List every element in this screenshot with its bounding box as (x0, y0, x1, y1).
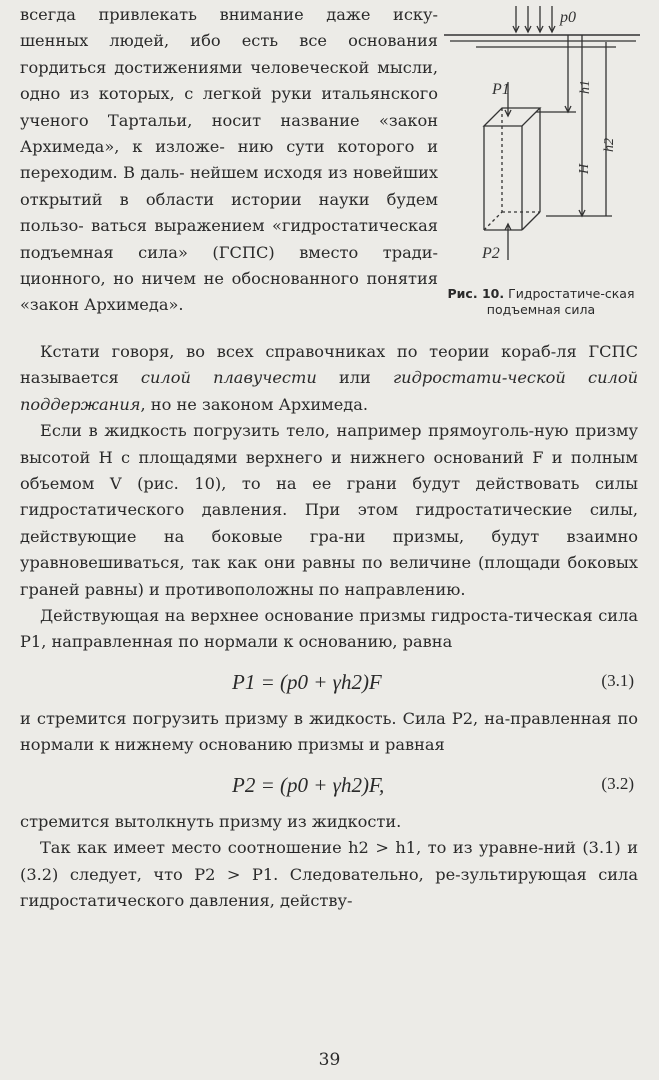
intro-paragraph (20, 2, 438, 319)
formula-text: P1 = (p0 + γh2)F (232, 669, 382, 694)
intro-line: всегда привлекать внимание даже иску- (20, 5, 438, 24)
formula-text: P2 = (p0 + γh2)F, (232, 772, 385, 797)
intro-line: мысли, одно из которых, с легкой руки (20, 57, 438, 104)
formula-number: (3.1) (601, 670, 634, 690)
body-text (20, 339, 638, 914)
intro-line: шенных людей, ибо есть все основания (20, 31, 438, 51)
paragraph: Если в жидкость погрузить тело, например прямоуголь-ную призму высотой H с площадями верхнего и нижнего оснований F и полным объемом V (рис. 10), то на ее грани будут действовать силы гидростатического давления. При этом гидростатические силы, действующие на боковые гра-ни призмы, будут взаимно уравновешиваться, так как они равны по величине (площади боковых граней равны) и противоположны по направлению. (20, 421, 638, 599)
text: или (316, 368, 393, 388)
label-p2: P2 (482, 245, 500, 262)
emphasis: гидростати-ческой силой поддержания (20, 368, 638, 414)
paragraph: Действующая на верхнее основание призмы гидроста-тическая сила P1, направленная по нормали к основанию, равна (20, 606, 638, 652)
label-p1: P1 (492, 81, 510, 98)
label-p0: p0 (560, 9, 576, 26)
page-number: 39 (318, 1050, 341, 1070)
paragraph: и стремится погрузить призму в жидкость. Сила P2, на-правленная по нормали к нижнему основанию призмы и равная (20, 708, 638, 755)
paragraph: Так как имеет место соотношение h2 > h1, то из уравне-ний (3.1) и (3.2) следует, что P2 > P1. Следовательно, ре-зультирующая сила гидростатического давления, действу- (20, 838, 638, 910)
label-h1: h1 (578, 80, 593, 94)
text: Кстати говоря, во всех справочниках по теории кораб-ля ГСПС называется (20, 342, 638, 388)
figure-10 (436, 2, 646, 318)
intro-line: ваться выражением «гидростатическая (91, 216, 438, 236)
paragraph: стремится вытолкнуть призму из жидкости. (20, 811, 402, 831)
formula-3-1 (20, 656, 638, 706)
intro-line: итальянского ученого Тартальи, носит (20, 84, 438, 130)
intro-line: в области истории науки будем пользо- (20, 189, 438, 236)
intro-line: нейшем исходя из новейших открытий (20, 163, 438, 209)
caption-text: Гидростатиче-ская подъемная сила (486, 286, 635, 317)
intro-line: понятия «закон Архимеда». (20, 269, 438, 315)
text: , но не законом Архимеда. (140, 394, 369, 414)
formula-number: (3.2) (601, 773, 634, 793)
intro-line: нию сути которого и переходим. В даль- (20, 137, 438, 183)
emphasis: силой плавучести (140, 368, 317, 388)
caption-number: Рис. 10. (447, 286, 505, 301)
formula-3-2 (20, 759, 638, 809)
label-H: H (577, 163, 592, 174)
prism-diagram (436, 2, 646, 284)
intro-line: название «закон Архимеда», к изложе- (20, 110, 438, 157)
label-h2: h2 (602, 138, 617, 152)
intro-line: подъемная сила» (ГСПС) вместо тради- (20, 242, 438, 262)
paragraph (20, 339, 638, 418)
intro-line: гордиться достижениями человеческой (20, 57, 370, 77)
intro-line: ционного, но ничем не обоснованного (20, 269, 359, 289)
figure-caption (436, 286, 646, 318)
